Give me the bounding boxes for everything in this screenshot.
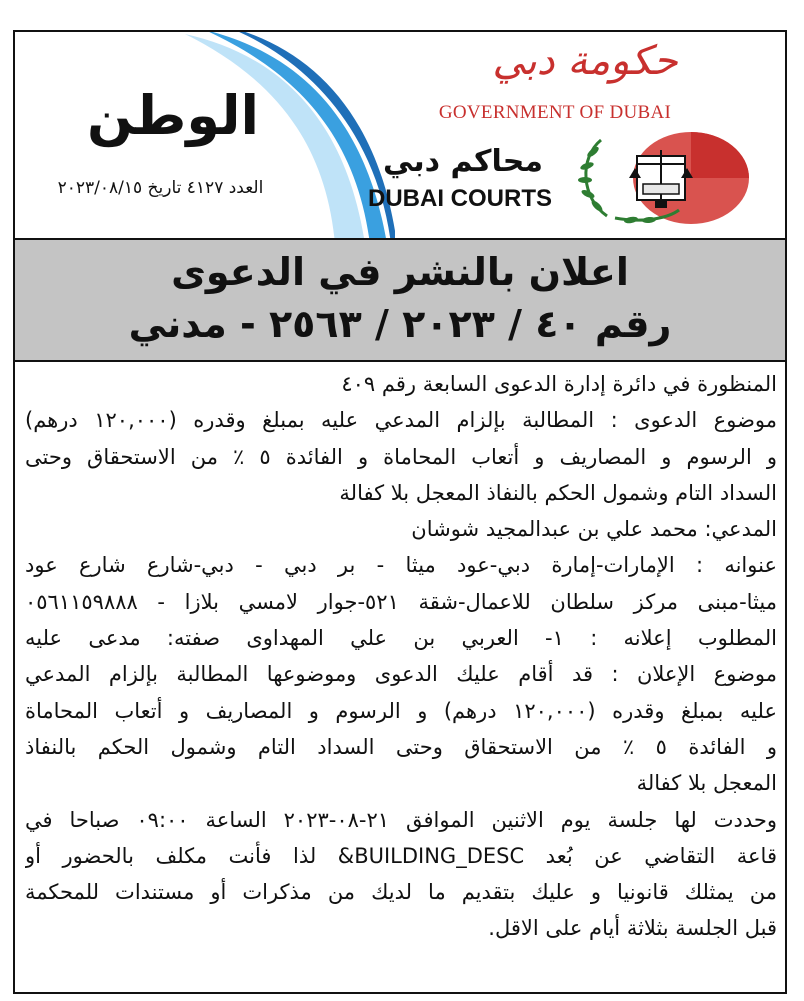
body-line: ميثا-مبنى مركز سلطان للاعمال-شقة ٥٢١-جوار لامسي بلازا - ٠٥٦١١٥٩٨٨٨	[25, 589, 777, 614]
government-name-english: GOVERNMENT OF DUBAI	[438, 102, 672, 123]
body-line: موضوع الدعوى : المطالبة بإلزام المدعي عليه بمبلغ وقدره (١٢٠,٠٠٠ درهم)	[25, 408, 777, 433]
body-line: و الفائدة ٥ ٪ من الاستحقاق وحتى السداد التام وشمول الحكم بالنفاذ	[25, 734, 777, 759]
body-line: و الرسوم و المصاريف و أتعاب المحاماة و الفائدة ٥ ٪ من الاستحقاق وحتى	[25, 444, 777, 469]
courts-name-english: DUBAI COURTS	[368, 185, 552, 212]
body-line: المدعي: محمد علي بن عبدالمجيد شوشان	[411, 517, 777, 542]
dubai-courts-emblem-icon	[571, 128, 751, 228]
notice-frame	[13, 30, 787, 994]
body-line: المعجل بلا كفالة	[636, 771, 777, 796]
case-number: رقم ٤٠ / ٢٠٢٣ / ٢٥٦٣ - مدني	[128, 302, 672, 346]
body-line: قبل الجلسة بثلاثة أيام على الاقل.	[488, 916, 777, 941]
notice-body	[25, 366, 777, 947]
body-line: موضوع الإعلان : قد أقام عليك الدعوى وموضوعها المطالبة بإلزام المدعي	[25, 662, 777, 687]
government-name-arabic: حكومة دبي	[492, 38, 678, 84]
body-line: المنظورة في دائرة إدارة الدعوى السابعة رقم ٤٠٩	[341, 372, 777, 396]
courts-name-arabic: محاكم دبي	[383, 144, 543, 179]
notice-title-banner	[15, 238, 785, 362]
notice-header	[15, 32, 785, 238]
newspaper-name: الوطن	[86, 84, 260, 147]
body-line: عنوانه : الإمارات-إمارة دبي-عود ميثا - بر دبي - دبي-شارع شارع عود	[25, 553, 777, 578]
body-line: قاعة التقاضي عن بُعد BUILDING_DESC& لذا فأنت مكلف بالحضور أو	[25, 843, 777, 868]
body-line: وحددت لها جلسة يوم الاثنين الموافق ٢١-٠٨-٢٠٢٣ الساعة ٠٩:٠٠ صباحا في	[25, 807, 777, 832]
body-line: المطلوب إعلانه : ١- العربي بن علي المهداوى صفته: مدعى عليه	[25, 626, 777, 651]
issue-date-line: العدد ٤١٢٧ تاريخ ٢٠٢٣/٠٨/١٥	[57, 178, 264, 198]
body-line: من يمثلك قانونيا و عليك بتقديم ما لديك من مذكرات أو مستندات للمحكمة	[25, 880, 777, 905]
body-line: السداد التام وشمول الحكم بالنفاذ المعجل بلا كفالة	[339, 480, 777, 505]
notice-title: اعلان بالنشر في الدعوى	[171, 250, 629, 294]
body-line: عليه بمبلغ وقدره (١٢٠,٠٠٠ درهم) و الرسوم و المصاريف و أتعاب المحاماة	[25, 698, 777, 723]
